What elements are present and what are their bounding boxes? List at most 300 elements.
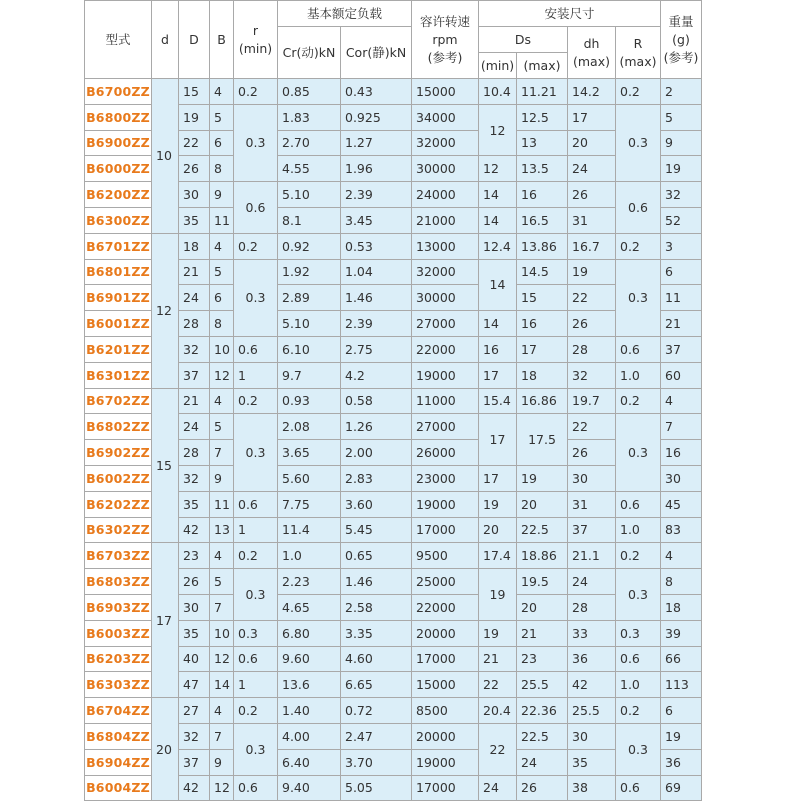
cr-cell: 9.60 <box>278 646 341 672</box>
rpm-cell: 30000 <box>412 285 479 311</box>
D-cell: 30 <box>179 594 210 620</box>
header-speed-unit: rpm <box>432 31 458 47</box>
ds-min-cell: 22 <box>479 672 517 698</box>
ds-max-cell: 26 <box>517 775 568 801</box>
D-cell: 28 <box>179 311 210 337</box>
dh-cell: 28 <box>568 336 616 362</box>
dh-cell: 31 <box>568 491 616 517</box>
rpm-cell: 13000 <box>412 233 479 259</box>
dh-cell: 26 <box>568 311 616 337</box>
r-cell: 1 <box>234 517 278 543</box>
rpm-cell: 23000 <box>412 465 479 491</box>
B-cell: 14 <box>210 672 234 698</box>
rpm-cell: 8500 <box>412 698 479 724</box>
rpm-cell: 34000 <box>412 104 479 130</box>
B-cell: 12 <box>210 362 234 388</box>
g-cell: 21 <box>661 311 702 337</box>
ds-min-cell: 16 <box>479 336 517 362</box>
rpm-cell: 22000 <box>412 594 479 620</box>
rpm-cell: 17000 <box>412 646 479 672</box>
header-speed-label: 容许转速 <box>419 13 470 29</box>
cor-cell: 0.43 <box>341 79 412 105</box>
header-R <box>616 27 661 79</box>
g-cell: 6 <box>661 259 702 285</box>
D-cell: 26 <box>179 569 210 595</box>
header-cor: Cor(静)kN <box>341 27 412 79</box>
cr-cell: 2.08 <box>278 414 341 440</box>
cor-cell: 0.58 <box>341 388 412 414</box>
D-cell: 24 <box>179 414 210 440</box>
header-chamfer-r <box>234 1 278 79</box>
D-cell: 32 <box>179 336 210 362</box>
cr-cell: 4.55 <box>278 156 341 182</box>
B-cell: 7 <box>210 723 234 749</box>
header-dh <box>568 27 616 79</box>
r-cell: 0.6 <box>234 491 278 517</box>
table-row <box>85 388 702 414</box>
cor-cell: 3.70 <box>341 749 412 775</box>
rpm-cell: 22000 <box>412 336 479 362</box>
cr-cell: 5.10 <box>278 182 341 208</box>
cor-cell: 1.96 <box>341 156 412 182</box>
model-code[interactable]: B6902ZZ <box>85 440 152 466</box>
cr-cell: 6.10 <box>278 336 341 362</box>
B-cell: 9 <box>210 465 234 491</box>
ds-min-cell: 17 <box>479 362 517 388</box>
model-code[interactable]: B6703ZZ <box>85 543 152 569</box>
R-cell: 0.3 <box>616 259 661 336</box>
cr-cell: 6.80 <box>278 620 341 646</box>
header-load-group: 基本额定负载 <box>278 1 412 27</box>
ds-max-cell: 17 <box>517 336 568 362</box>
cr-cell: 3.65 <box>278 440 341 466</box>
B-cell: 9 <box>210 749 234 775</box>
ds-min-cell: 14 <box>479 207 517 233</box>
dh-cell: 35 <box>568 749 616 775</box>
D-cell: 18 <box>179 233 210 259</box>
R-cell: 0.3 <box>616 723 661 775</box>
dh-cell: 22 <box>568 285 616 311</box>
header-weight-ref: (参考) <box>663 49 699 65</box>
model-code[interactable]: B6302ZZ <box>85 517 152 543</box>
D-cell: 23 <box>179 543 210 569</box>
g-cell: 66 <box>661 646 702 672</box>
rpm-cell: 26000 <box>412 440 479 466</box>
g-cell: 5 <box>661 104 702 130</box>
header-speed-ref: (参考) <box>427 49 463 65</box>
rpm-cell: 20000 <box>412 620 479 646</box>
header-outer-D: D <box>179 1 210 79</box>
B-cell: 12 <box>210 646 234 672</box>
cr-cell: 6.40 <box>278 749 341 775</box>
ds-min-cell: 19 <box>479 569 517 621</box>
ds-max-cell: 17.5 <box>517 414 568 466</box>
model-code[interactable]: B6200ZZ <box>85 182 152 208</box>
model-code[interactable]: B6001ZZ <box>85 311 152 337</box>
g-cell: 19 <box>661 723 702 749</box>
B-cell: 5 <box>210 569 234 595</box>
header-dh-label: dh <box>583 35 600 51</box>
r-cell: 0.2 <box>234 79 278 105</box>
model-code[interactable]: B6002ZZ <box>85 465 152 491</box>
D-cell: 21 <box>179 259 210 285</box>
g-cell: 4 <box>661 543 702 569</box>
D-cell: 19 <box>179 104 210 130</box>
g-cell: 36 <box>661 749 702 775</box>
B-cell: 5 <box>210 104 234 130</box>
B-cell: 7 <box>210 594 234 620</box>
R-cell: 0.2 <box>616 698 661 724</box>
ds-min-cell: 20.4 <box>479 698 517 724</box>
cr-cell: 1.40 <box>278 698 341 724</box>
r-cell: 1 <box>234 362 278 388</box>
R-cell: 0.3 <box>616 569 661 621</box>
bore-diameter-cell: 10 <box>152 79 179 234</box>
r-cell: 0.3 <box>234 723 278 775</box>
cor-cell: 3.60 <box>341 491 412 517</box>
rpm-cell: 27000 <box>412 311 479 337</box>
rpm-cell: 19000 <box>412 362 479 388</box>
g-cell: 113 <box>661 672 702 698</box>
ds-min-cell: 10.4 <box>479 79 517 105</box>
r-cell: 0.6 <box>234 182 278 234</box>
D-cell: 24 <box>179 285 210 311</box>
g-cell: 18 <box>661 594 702 620</box>
R-cell: 0.6 <box>616 491 661 517</box>
cor-cell: 2.00 <box>341 440 412 466</box>
model-code[interactable]: B6003ZZ <box>85 620 152 646</box>
cr-cell: 1.0 <box>278 543 341 569</box>
model-code[interactable]: B6900ZZ <box>85 130 152 156</box>
r-cell: 1 <box>234 672 278 698</box>
D-cell: 26 <box>179 156 210 182</box>
dh-cell: 20 <box>568 130 616 156</box>
D-cell: 28 <box>179 440 210 466</box>
cr-cell: 13.6 <box>278 672 341 698</box>
B-cell: 13 <box>210 517 234 543</box>
B-cell: 10 <box>210 336 234 362</box>
cor-cell: 1.27 <box>341 130 412 156</box>
dh-cell: 32 <box>568 362 616 388</box>
ds-max-cell: 14.5 <box>517 259 568 285</box>
ds-max-cell: 19 <box>517 465 568 491</box>
header-model: 型式 <box>85 1 152 79</box>
cr-cell: 8.1 <box>278 207 341 233</box>
B-cell: 6 <box>210 285 234 311</box>
cor-cell: 0.925 <box>341 104 412 130</box>
D-cell: 32 <box>179 465 210 491</box>
g-cell: 8 <box>661 569 702 595</box>
ds-max-cell: 24 <box>517 749 568 775</box>
D-cell: 22 <box>179 130 210 156</box>
dh-cell: 14.2 <box>568 79 616 105</box>
g-cell: 45 <box>661 491 702 517</box>
bore-diameter-cell: 12 <box>152 233 179 388</box>
B-cell: 7 <box>210 440 234 466</box>
D-cell: 37 <box>179 362 210 388</box>
model-code[interactable]: B6004ZZ <box>85 775 152 801</box>
R-cell: 0.6 <box>616 336 661 362</box>
rpm-cell: 11000 <box>412 388 479 414</box>
B-cell: 10 <box>210 620 234 646</box>
dh-cell: 30 <box>568 723 616 749</box>
r-cell: 0.6 <box>234 646 278 672</box>
dh-cell: 22 <box>568 414 616 440</box>
model-code[interactable]: B6203ZZ <box>85 646 152 672</box>
g-cell: 16 <box>661 440 702 466</box>
cr-cell: 0.93 <box>278 388 341 414</box>
bore-diameter-cell: 17 <box>152 543 179 698</box>
table-row <box>85 79 702 105</box>
ds-max-cell: 22.5 <box>517 723 568 749</box>
model-code[interactable]: B6202ZZ <box>85 491 152 517</box>
R-cell: 1.0 <box>616 517 661 543</box>
D-cell: 32 <box>179 723 210 749</box>
spec-table-body <box>85 79 702 801</box>
B-cell: 4 <box>210 543 234 569</box>
r-cell: 0.3 <box>234 259 278 336</box>
B-cell: 8 <box>210 311 234 337</box>
header-R-label: R <box>633 35 643 51</box>
bearing-spec-table <box>84 0 702 801</box>
ds-max-cell: 16 <box>517 182 568 208</box>
D-cell: 42 <box>179 517 210 543</box>
cor-cell: 1.04 <box>341 259 412 285</box>
cor-cell: 0.53 <box>341 233 412 259</box>
ds-min-cell: 15.4 <box>479 388 517 414</box>
model-code[interactable]: B6300ZZ <box>85 207 152 233</box>
cor-cell: 2.83 <box>341 465 412 491</box>
dh-cell: 33 <box>568 620 616 646</box>
rpm-cell: 17000 <box>412 775 479 801</box>
D-cell: 35 <box>179 620 210 646</box>
g-cell: 37 <box>661 336 702 362</box>
B-cell: 11 <box>210 491 234 517</box>
cr-cell: 11.4 <box>278 517 341 543</box>
cor-cell: 4.60 <box>341 646 412 672</box>
R-cell: 0.2 <box>616 388 661 414</box>
g-cell: 11 <box>661 285 702 311</box>
cr-cell: 4.65 <box>278 594 341 620</box>
cr-cell: 7.75 <box>278 491 341 517</box>
g-cell: 4 <box>661 388 702 414</box>
header-speed <box>412 1 479 79</box>
cr-cell: 2.23 <box>278 569 341 595</box>
ds-max-cell: 19.5 <box>517 569 568 595</box>
header-r-label: r <box>252 22 259 38</box>
cor-cell: 4.2 <box>341 362 412 388</box>
cr-cell: 5.60 <box>278 465 341 491</box>
header-width-B: B <box>210 1 234 79</box>
r-cell: 0.2 <box>234 543 278 569</box>
ds-min-cell: 17 <box>479 465 517 491</box>
dh-cell: 30 <box>568 465 616 491</box>
cr-cell: 2.89 <box>278 285 341 311</box>
cr-cell: 9.40 <box>278 775 341 801</box>
dh-cell: 28 <box>568 594 616 620</box>
ds-max-cell: 20 <box>517 491 568 517</box>
model-code[interactable]: B6904ZZ <box>85 749 152 775</box>
header-ds-max: (max) <box>517 53 568 79</box>
dh-cell: 26 <box>568 182 616 208</box>
dh-cell: 25.5 <box>568 698 616 724</box>
model-code[interactable]: B6702ZZ <box>85 388 152 414</box>
cor-cell: 0.65 <box>341 543 412 569</box>
rpm-cell: 27000 <box>412 414 479 440</box>
D-cell: 47 <box>179 672 210 698</box>
g-cell: 32 <box>661 182 702 208</box>
ds-min-cell: 17.4 <box>479 543 517 569</box>
header-bore-d: d <box>152 1 179 79</box>
ds-max-cell: 16 <box>517 311 568 337</box>
rpm-cell: 19000 <box>412 749 479 775</box>
B-cell: 12 <box>210 775 234 801</box>
cr-cell: 5.10 <box>278 311 341 337</box>
ds-max-cell: 11.21 <box>517 79 568 105</box>
cr-cell: 9.7 <box>278 362 341 388</box>
model-code[interactable]: B6303ZZ <box>85 672 152 698</box>
g-cell: 39 <box>661 620 702 646</box>
cor-cell: 0.72 <box>341 698 412 724</box>
B-cell: 5 <box>210 259 234 285</box>
cor-cell: 1.26 <box>341 414 412 440</box>
ds-max-cell: 15 <box>517 285 568 311</box>
model-code[interactable]: B6201ZZ <box>85 336 152 362</box>
model-code[interactable]: B6704ZZ <box>85 698 152 724</box>
rpm-cell: 20000 <box>412 723 479 749</box>
header-mount-group: 安装尺寸 <box>479 1 661 27</box>
B-cell: 4 <box>210 698 234 724</box>
r-cell: 0.6 <box>234 775 278 801</box>
cor-cell: 5.45 <box>341 517 412 543</box>
ds-max-cell: 13.86 <box>517 233 568 259</box>
rpm-cell: 19000 <box>412 491 479 517</box>
rpm-cell: 17000 <box>412 517 479 543</box>
ds-max-cell: 16.86 <box>517 388 568 414</box>
R-cell: 0.2 <box>616 543 661 569</box>
model-code[interactable]: B6804ZZ <box>85 723 152 749</box>
D-cell: 30 <box>179 182 210 208</box>
D-cell: 27 <box>179 698 210 724</box>
cr-cell: 1.83 <box>278 104 341 130</box>
r-cell: 0.3 <box>234 104 278 181</box>
model-code[interactable]: B6700ZZ <box>85 79 152 105</box>
g-cell: 19 <box>661 156 702 182</box>
R-cell: 0.2 <box>616 233 661 259</box>
B-cell: 9 <box>210 182 234 208</box>
cor-cell: 3.45 <box>341 207 412 233</box>
header-weight-label: 重量 <box>668 13 694 29</box>
ds-min-cell: 12.4 <box>479 233 517 259</box>
model-code[interactable]: B6000ZZ <box>85 156 152 182</box>
rpm-cell: 21000 <box>412 207 479 233</box>
ds-max-cell: 22.5 <box>517 517 568 543</box>
R-cell: 0.3 <box>616 104 661 181</box>
D-cell: 42 <box>179 775 210 801</box>
model-code[interactable]: B6800ZZ <box>85 104 152 130</box>
rpm-cell: 24000 <box>412 182 479 208</box>
R-cell: 0.3 <box>616 620 661 646</box>
dh-cell: 21.1 <box>568 543 616 569</box>
ds-min-cell: 21 <box>479 646 517 672</box>
ds-min-cell: 19 <box>479 491 517 517</box>
cor-cell: 2.39 <box>341 311 412 337</box>
dh-cell: 38 <box>568 775 616 801</box>
g-cell: 2 <box>661 79 702 105</box>
B-cell: 6 <box>210 130 234 156</box>
rpm-cell: 30000 <box>412 156 479 182</box>
ds-max-cell: 13 <box>517 130 568 156</box>
bearing-spec-sheet <box>84 0 702 801</box>
D-cell: 40 <box>179 646 210 672</box>
cr-cell: 0.85 <box>278 79 341 105</box>
cor-cell: 3.35 <box>341 620 412 646</box>
dh-cell: 19.7 <box>568 388 616 414</box>
ds-max-cell: 18 <box>517 362 568 388</box>
D-cell: 35 <box>179 207 210 233</box>
dh-cell: 24 <box>568 156 616 182</box>
rpm-cell: 15000 <box>412 672 479 698</box>
g-cell: 52 <box>661 207 702 233</box>
table-row <box>85 698 702 724</box>
ds-max-cell: 12.5 <box>517 104 568 130</box>
table-row <box>85 543 702 569</box>
R-cell: 0.6 <box>616 182 661 234</box>
r-cell: 0.3 <box>234 620 278 646</box>
g-cell: 83 <box>661 517 702 543</box>
rpm-cell: 25000 <box>412 569 479 595</box>
rpm-cell: 9500 <box>412 543 479 569</box>
B-cell: 4 <box>210 388 234 414</box>
cor-cell: 6.65 <box>341 672 412 698</box>
cr-cell: 4.00 <box>278 723 341 749</box>
R-cell: 0.6 <box>616 646 661 672</box>
R-cell: 1.0 <box>616 672 661 698</box>
ds-max-cell: 13.5 <box>517 156 568 182</box>
header-weight <box>661 1 702 79</box>
model-code[interactable]: B6901ZZ <box>85 285 152 311</box>
header-ds: Ds <box>479 27 568 53</box>
dh-cell: 19 <box>568 259 616 285</box>
header-R-max: (max) <box>619 53 657 69</box>
dh-cell: 37 <box>568 517 616 543</box>
cr-cell: 1.92 <box>278 259 341 285</box>
model-code[interactable]: B6803ZZ <box>85 569 152 595</box>
model-code[interactable]: B6701ZZ <box>85 233 152 259</box>
ds-max-cell: 23 <box>517 646 568 672</box>
g-cell: 9 <box>661 130 702 156</box>
model-code[interactable]: B6802ZZ <box>85 414 152 440</box>
cor-cell: 1.46 <box>341 285 412 311</box>
model-code[interactable]: B6301ZZ <box>85 362 152 388</box>
ds-min-cell: 12 <box>479 156 517 182</box>
cor-cell: 2.58 <box>341 594 412 620</box>
cor-cell: 2.75 <box>341 336 412 362</box>
bore-diameter-cell: 15 <box>152 388 179 543</box>
B-cell: 11 <box>210 207 234 233</box>
R-cell: 1.0 <box>616 362 661 388</box>
model-code[interactable]: B6903ZZ <box>85 594 152 620</box>
header-dh-max: (max) <box>573 53 610 69</box>
model-code[interactable]: B6801ZZ <box>85 259 152 285</box>
ds-min-cell: 12 <box>479 104 517 156</box>
r-cell: 0.6 <box>234 336 278 362</box>
bore-diameter-cell: 20 <box>152 698 179 801</box>
ds-max-cell: 25.5 <box>517 672 568 698</box>
rpm-cell: 32000 <box>412 130 479 156</box>
ds-min-cell: 14 <box>479 182 517 208</box>
cor-cell: 2.47 <box>341 723 412 749</box>
